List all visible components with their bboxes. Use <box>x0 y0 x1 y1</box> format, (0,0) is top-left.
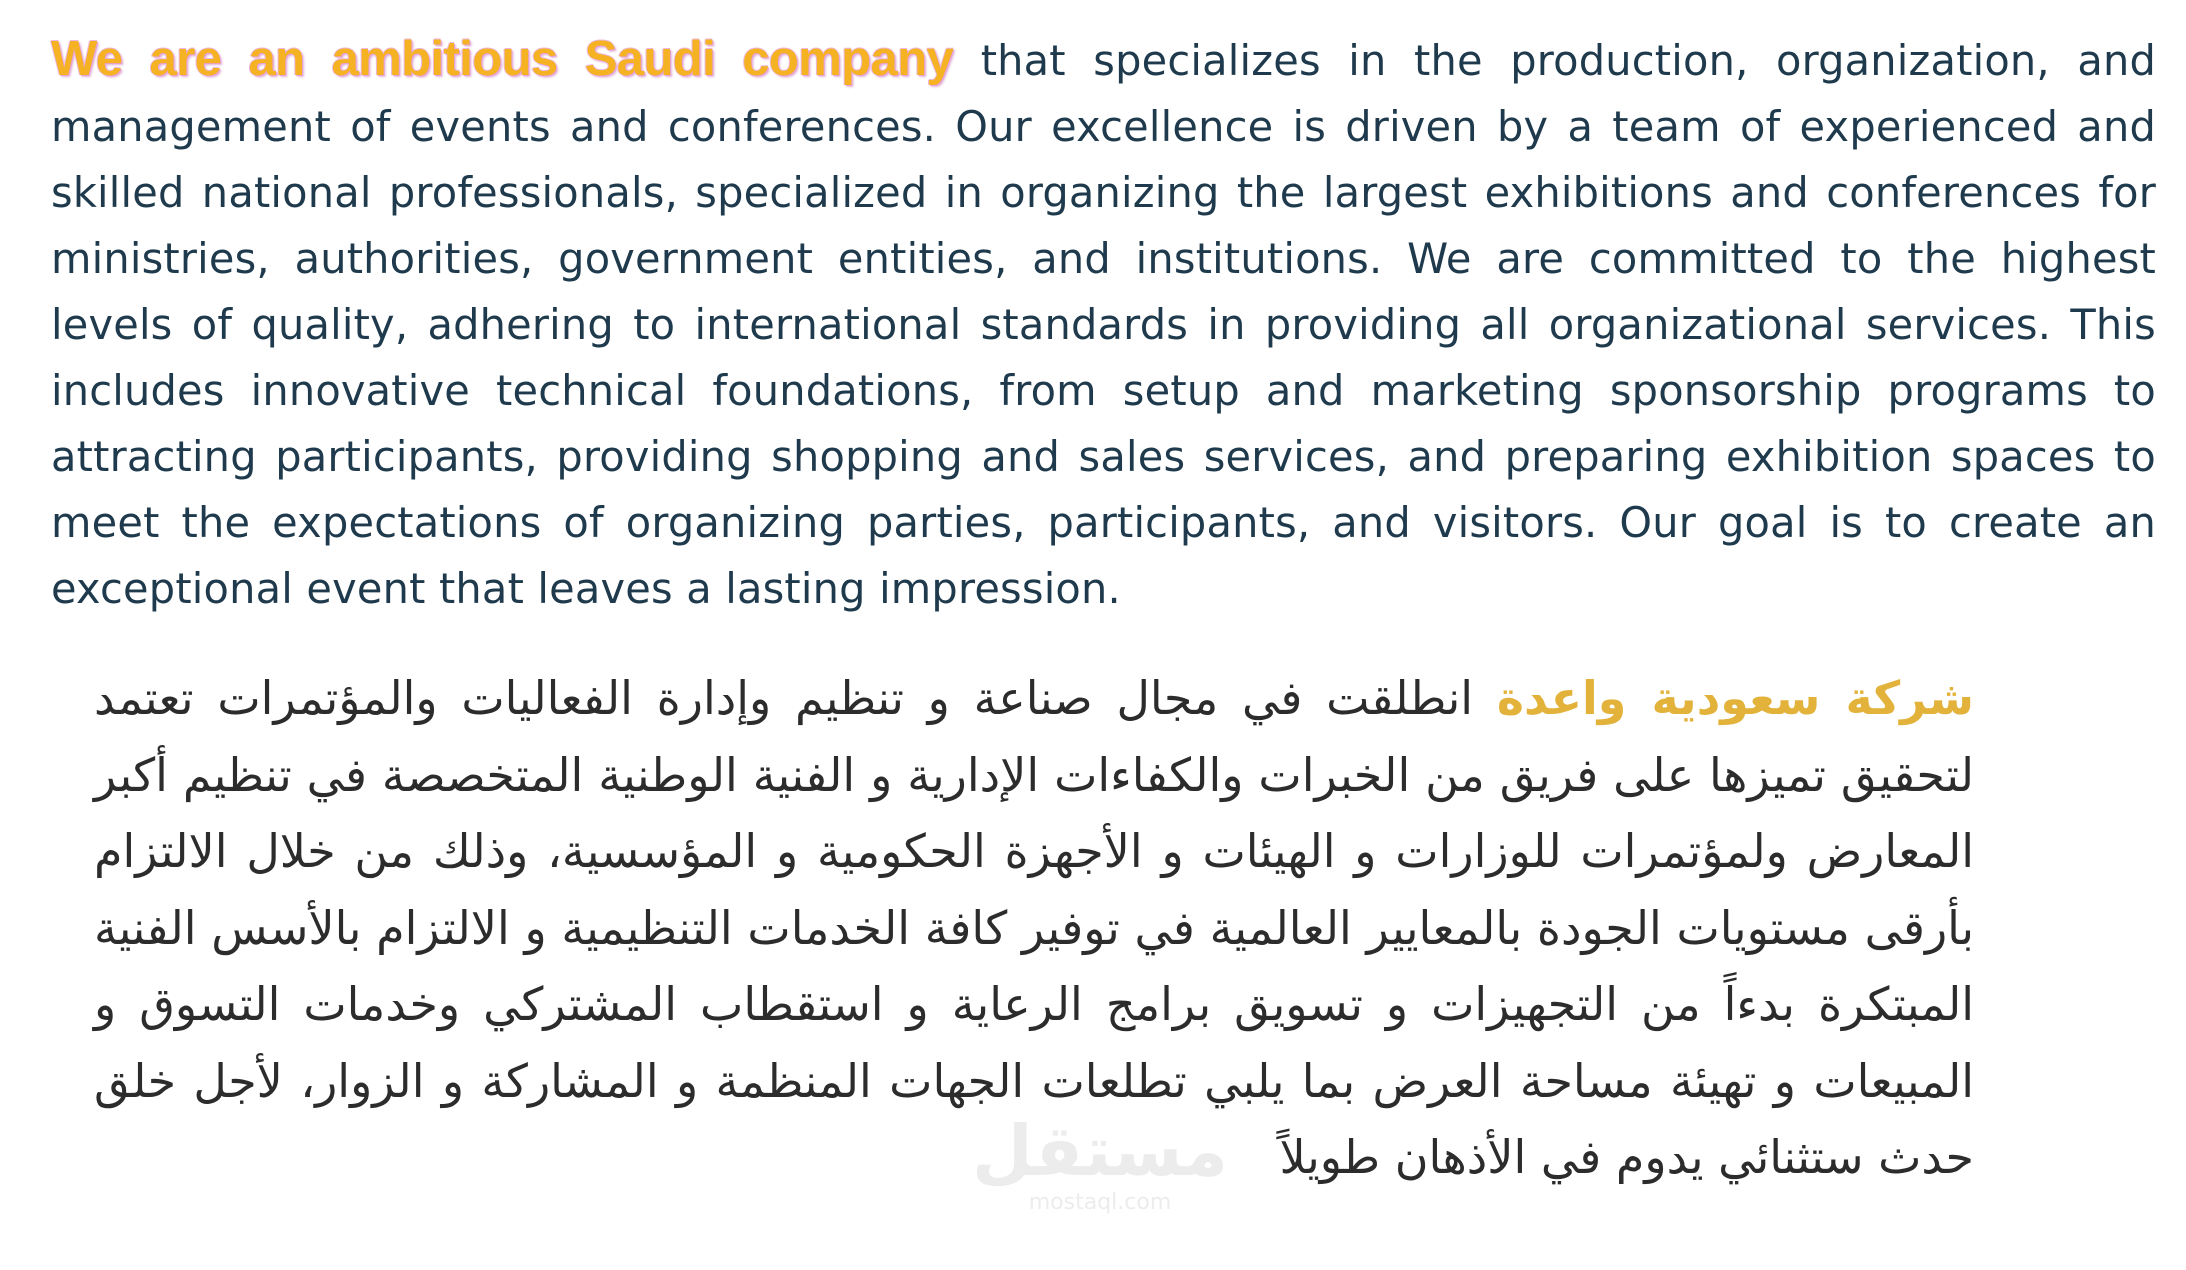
watermark-logo <box>960 1110 1240 1230</box>
watermark-text: مستقل <box>971 1110 1228 1192</box>
arabic-body-text: انطلقت في مجال صناعة و تنظيم وإدارة الفعاليات والمؤتمرات تعتمد لتحقيق تميزها على فريق من الخبرات والكفاءات الإدارية و الفنية الوطنية المتخصصة في تنظيم أكبر المعارض ولمؤتمرات للوزارات و الهيئات و الأجهزة الحكومية و المؤسسية، وذلك من خلال الالتزام بأرقى مستويات الجودة بالمعايير العالمية في توفير كافة الخدمات التنظيمية و الالتزام بالأسس الفنية المبتكرة بدءاً من التجهيزات و تسويق برامج الرعاية و استقطاب المشتركي وخدمات التسوق و المبيعات و تهيئة مساحة العرض بما يلبي تطلعات الجهات المنظمة و المشاركة و الزوار، لأجل خلق حدث ستثنائي يدوم في الأذهان طويلاً <box>94 671 1974 1184</box>
arabic-highlight-phrase: شركة سعودية واعدة <box>1496 671 1975 725</box>
english-body-text: that specializes in the production, organization, and management of events and conferences. Our excellence is driven by a team of experienced and skilled national professionals, specialized in organizing the largest exhibitions and conferences for ministries, authorities, government entities, and institutions. We are committed to the highest levels of quality, adhering to international standards in providing all organizational services. This includes innovative technical foundations, from setup and marketing sponsorship programs to attracting participants, providing shopping and sales services, and preparing exhibition spaces to meet the expectations of organizing parties, participants, and visitors. Our goal is to create an exceptional event that leaves a lasting impression. <box>51 36 2156 613</box>
english-highlight-phrase: We are an ambitious Saudi company <box>51 32 954 86</box>
watermark-url: mostaql.com <box>1028 1190 1172 1215</box>
english-paragraph <box>51 26 2156 622</box>
